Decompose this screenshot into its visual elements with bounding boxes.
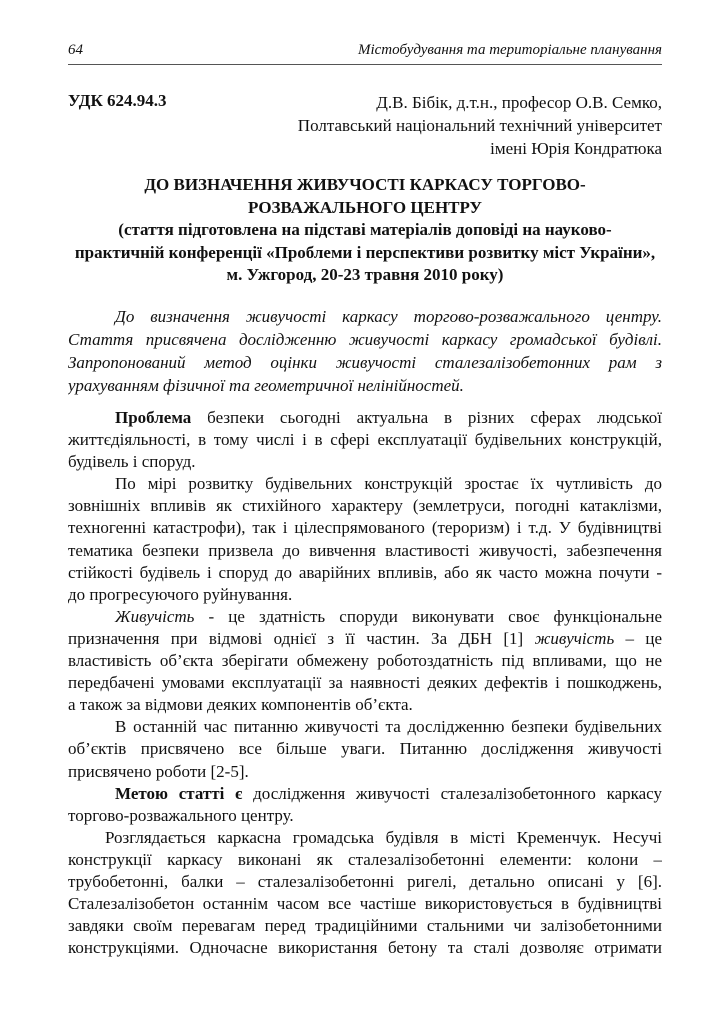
text-line: а також за відмови деяких компонентів об’єкта. bbox=[68, 695, 413, 715]
text-line: будівель і споруд. bbox=[68, 452, 196, 472]
text-line: конструкції каркасу виконані як сталезалізобетонні елементи: колони – bbox=[68, 849, 662, 869]
text-line: передбачені умовами експлуатації за наявності деяких дефектів і пошкоджень, bbox=[68, 673, 662, 693]
text-line: завдяки своїм перевагам перед традиційними стальними чи залізобетонними bbox=[68, 916, 662, 936]
text-line: Розглядається каркасна громадська будівля в місті Кременчук. Несучі bbox=[105, 827, 662, 847]
paragraph-goal bbox=[68, 783, 662, 827]
text: дослідження живучості сталезалізобетонного каркасу bbox=[242, 783, 662, 803]
title-line: ДО ВИЗНАЧЕННЯ ЖИВУЧОСТІ КАРКАСУ ТОРГОВО- bbox=[144, 175, 586, 194]
subtitle-line: м. Ужгород, 20-23 травня 2010 року) bbox=[226, 265, 504, 285]
text-line: стійкості будівель і споруд до аварійних впливів, або як часто можна почути - bbox=[68, 562, 662, 582]
italic-term: Живучість bbox=[115, 606, 195, 626]
paragraph-recent-research bbox=[68, 716, 662, 782]
text-line: По мірі розвитку будівельних конструкцій зростає їх чутливість до bbox=[115, 474, 662, 494]
udk-code: УДК 624.94.3 bbox=[68, 91, 167, 110]
authors-block bbox=[68, 91, 662, 160]
journal-title: Містобудування та територіальне планування bbox=[357, 42, 662, 58]
title-line: РОЗВАЖАЛЬНОГО ЦЕНТРУ bbox=[248, 197, 482, 217]
affiliation: Полтавський національний технічний університет bbox=[297, 116, 662, 135]
affiliation-name: імені Юрія Кондратюка bbox=[490, 139, 662, 158]
bold-term: Проблема bbox=[115, 408, 192, 427]
running-header bbox=[68, 42, 662, 65]
text-line: присвячено роботи [2-5]. bbox=[68, 761, 249, 781]
text-line: В останній час питанню живучості та дослідженню безпеки будівельних bbox=[115, 717, 662, 737]
abstract-line: До визначення живучості каркасу торгово-розважального центру. bbox=[115, 307, 662, 326]
text: - це здатність споруди виконувати своє функціональне bbox=[194, 606, 662, 626]
subtitle-line: (стаття підготовлена на підставі матеріалів доповіді на науково- bbox=[118, 220, 612, 240]
text: призначення при відмові однієї з її частин. За ДБН [1] bbox=[68, 628, 535, 648]
text-line: об’єктів присвячено все більше уваги. Питанню дослідження живучості bbox=[68, 739, 662, 759]
text-line: трубобетонні, балки – сталезалізобетонні ригелі, детально описані у [6]. bbox=[68, 871, 662, 891]
text: – це bbox=[614, 628, 662, 648]
author-names: Д.В. Бібік, д.т.н., професор О.В. Семко, bbox=[376, 93, 662, 112]
text-line: до прогресуючого руйнування. bbox=[68, 584, 293, 604]
paragraph-definition bbox=[68, 606, 662, 716]
text-line: конструкціями. Одночасне використання бетону та сталі дозволяє отримати bbox=[68, 938, 662, 958]
text-line: торгово-розважального центру. bbox=[68, 805, 294, 825]
text-line: властивість об’єкта зберігати обмежену роботоздатність під впливами, що не bbox=[68, 651, 662, 671]
text-line: тематика безпеки призвела до вивчення властивості живучості, забезпечення bbox=[68, 540, 662, 560]
bold-term: Метою статті є bbox=[115, 783, 243, 803]
abstract-line: Запропонований метод оцінки живучості сталезалізобетонних рам з bbox=[68, 353, 662, 372]
abstract-line: урахуванням фізичної та геометричної нелінійностей. bbox=[68, 376, 464, 395]
article-title bbox=[68, 174, 662, 287]
text-line: Сталезалізобетон останнім часом все частіше використовується в будівництві bbox=[68, 894, 662, 914]
text: безпеки сьогодні актуальна в різних сферах людської bbox=[191, 408, 662, 427]
text-line: життєдіяльності, в тому числі і в сфері експлуатації будівельних конструкцій, bbox=[68, 430, 662, 450]
text-line: зовнішніх впливів як стихійного характеру (землетруси, погодні катаклізми, bbox=[68, 496, 662, 516]
paragraph-problem bbox=[68, 407, 662, 473]
text-line: техногенні катастрофи), так і цілеспрямованого (тероризм) і т.д. У будівництві bbox=[68, 518, 662, 538]
page-number: 64 bbox=[68, 42, 83, 58]
paragraph-development bbox=[68, 473, 662, 606]
abstract-line: Стаття присвячена дослідженню живучості каркасу громадської будівлі. bbox=[68, 330, 662, 349]
paragraph-building bbox=[68, 827, 662, 960]
abstract bbox=[68, 305, 662, 397]
italic-term: живучість bbox=[534, 628, 615, 648]
article-body bbox=[68, 407, 662, 959]
subtitle-line: практичній конференції «Проблеми і перспективи розвитку міст України», bbox=[74, 242, 656, 262]
